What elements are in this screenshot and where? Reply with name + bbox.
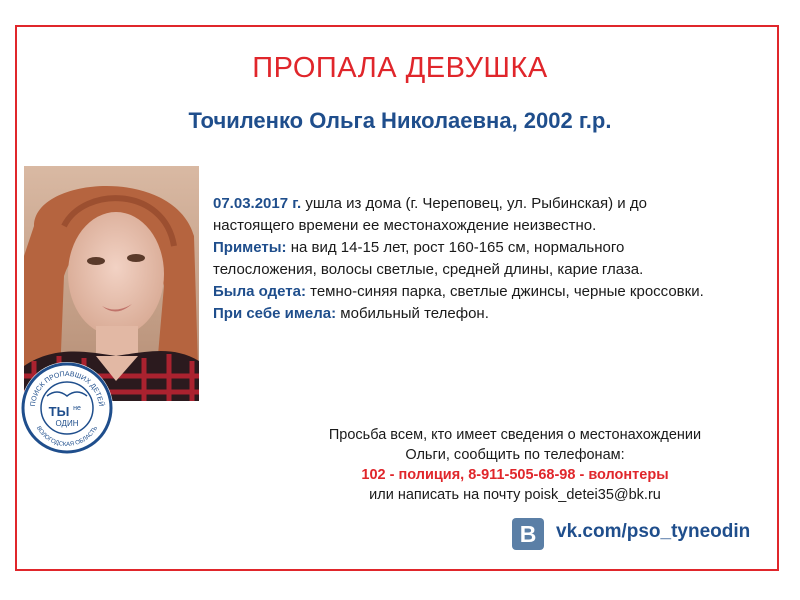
clothes-line (213, 281, 773, 303)
signs-label: Приметы: (213, 239, 287, 256)
signs-line1: на вид 14-15 лет, рост 160-165 см, нормального (286, 239, 625, 256)
search-team-seal (21, 362, 113, 454)
vk-link[interactable]: vk.com/pso_tyneodin (556, 521, 751, 542)
incident-event-line1: ушла из дома (г. Череповец, ул. Рыбинская) и до (301, 195, 647, 212)
seal-top-text: ПОИСК ПРОПАВШИХ ДЕТЕЙ (29, 370, 105, 407)
appeal-line2: Ольги, сообщить по телефонам: (405, 447, 625, 463)
seal-center-big: ТЫ (48, 404, 70, 419)
appeal-line1: Просьба всем, кто имеет сведения о местонахождении (328, 427, 702, 443)
belongings-label: При себе имела: (213, 305, 337, 322)
vk-logo-icon: B (512, 518, 544, 550)
appeal-email-line: или написать на почту poisk_detei35@bk.ru (369, 487, 661, 503)
incident-event-line2: настоящего времени ее местонахождение неизвестно. (213, 217, 597, 234)
seal-center-bottom: ОДИН (55, 419, 79, 428)
seal-bottom-text: ВОЛОГОДСКАЯ ОБЛАСТЬ (34, 425, 100, 449)
clothes-text: темно-синяя парка, светлые джинсы, черные кроссовки. (305, 283, 704, 300)
signs-line (213, 237, 773, 259)
missing-headline: ПРОПАЛА ДЕВУШКА (252, 52, 548, 84)
missing-person-name: Точиленко Ольга Николаевна, 2002 г.р. (188, 108, 612, 133)
clothes-label: Была одета: (213, 283, 306, 300)
incident-details (213, 193, 773, 325)
seal-center-small: не (73, 405, 81, 412)
belongings-line (213, 303, 773, 325)
contact-appeal (300, 425, 730, 505)
contact-phones: 102 - полиция, 8-911-505-68-98 - волонтеры (361, 467, 669, 483)
belongings-text: мобильный телефон. (336, 305, 489, 322)
signs-line2: телосложения, волосы светлые, средней длины, карие глаза. (213, 261, 644, 278)
incident-date: 07.03.2017 г. (213, 195, 302, 212)
incident-line (213, 193, 773, 215)
